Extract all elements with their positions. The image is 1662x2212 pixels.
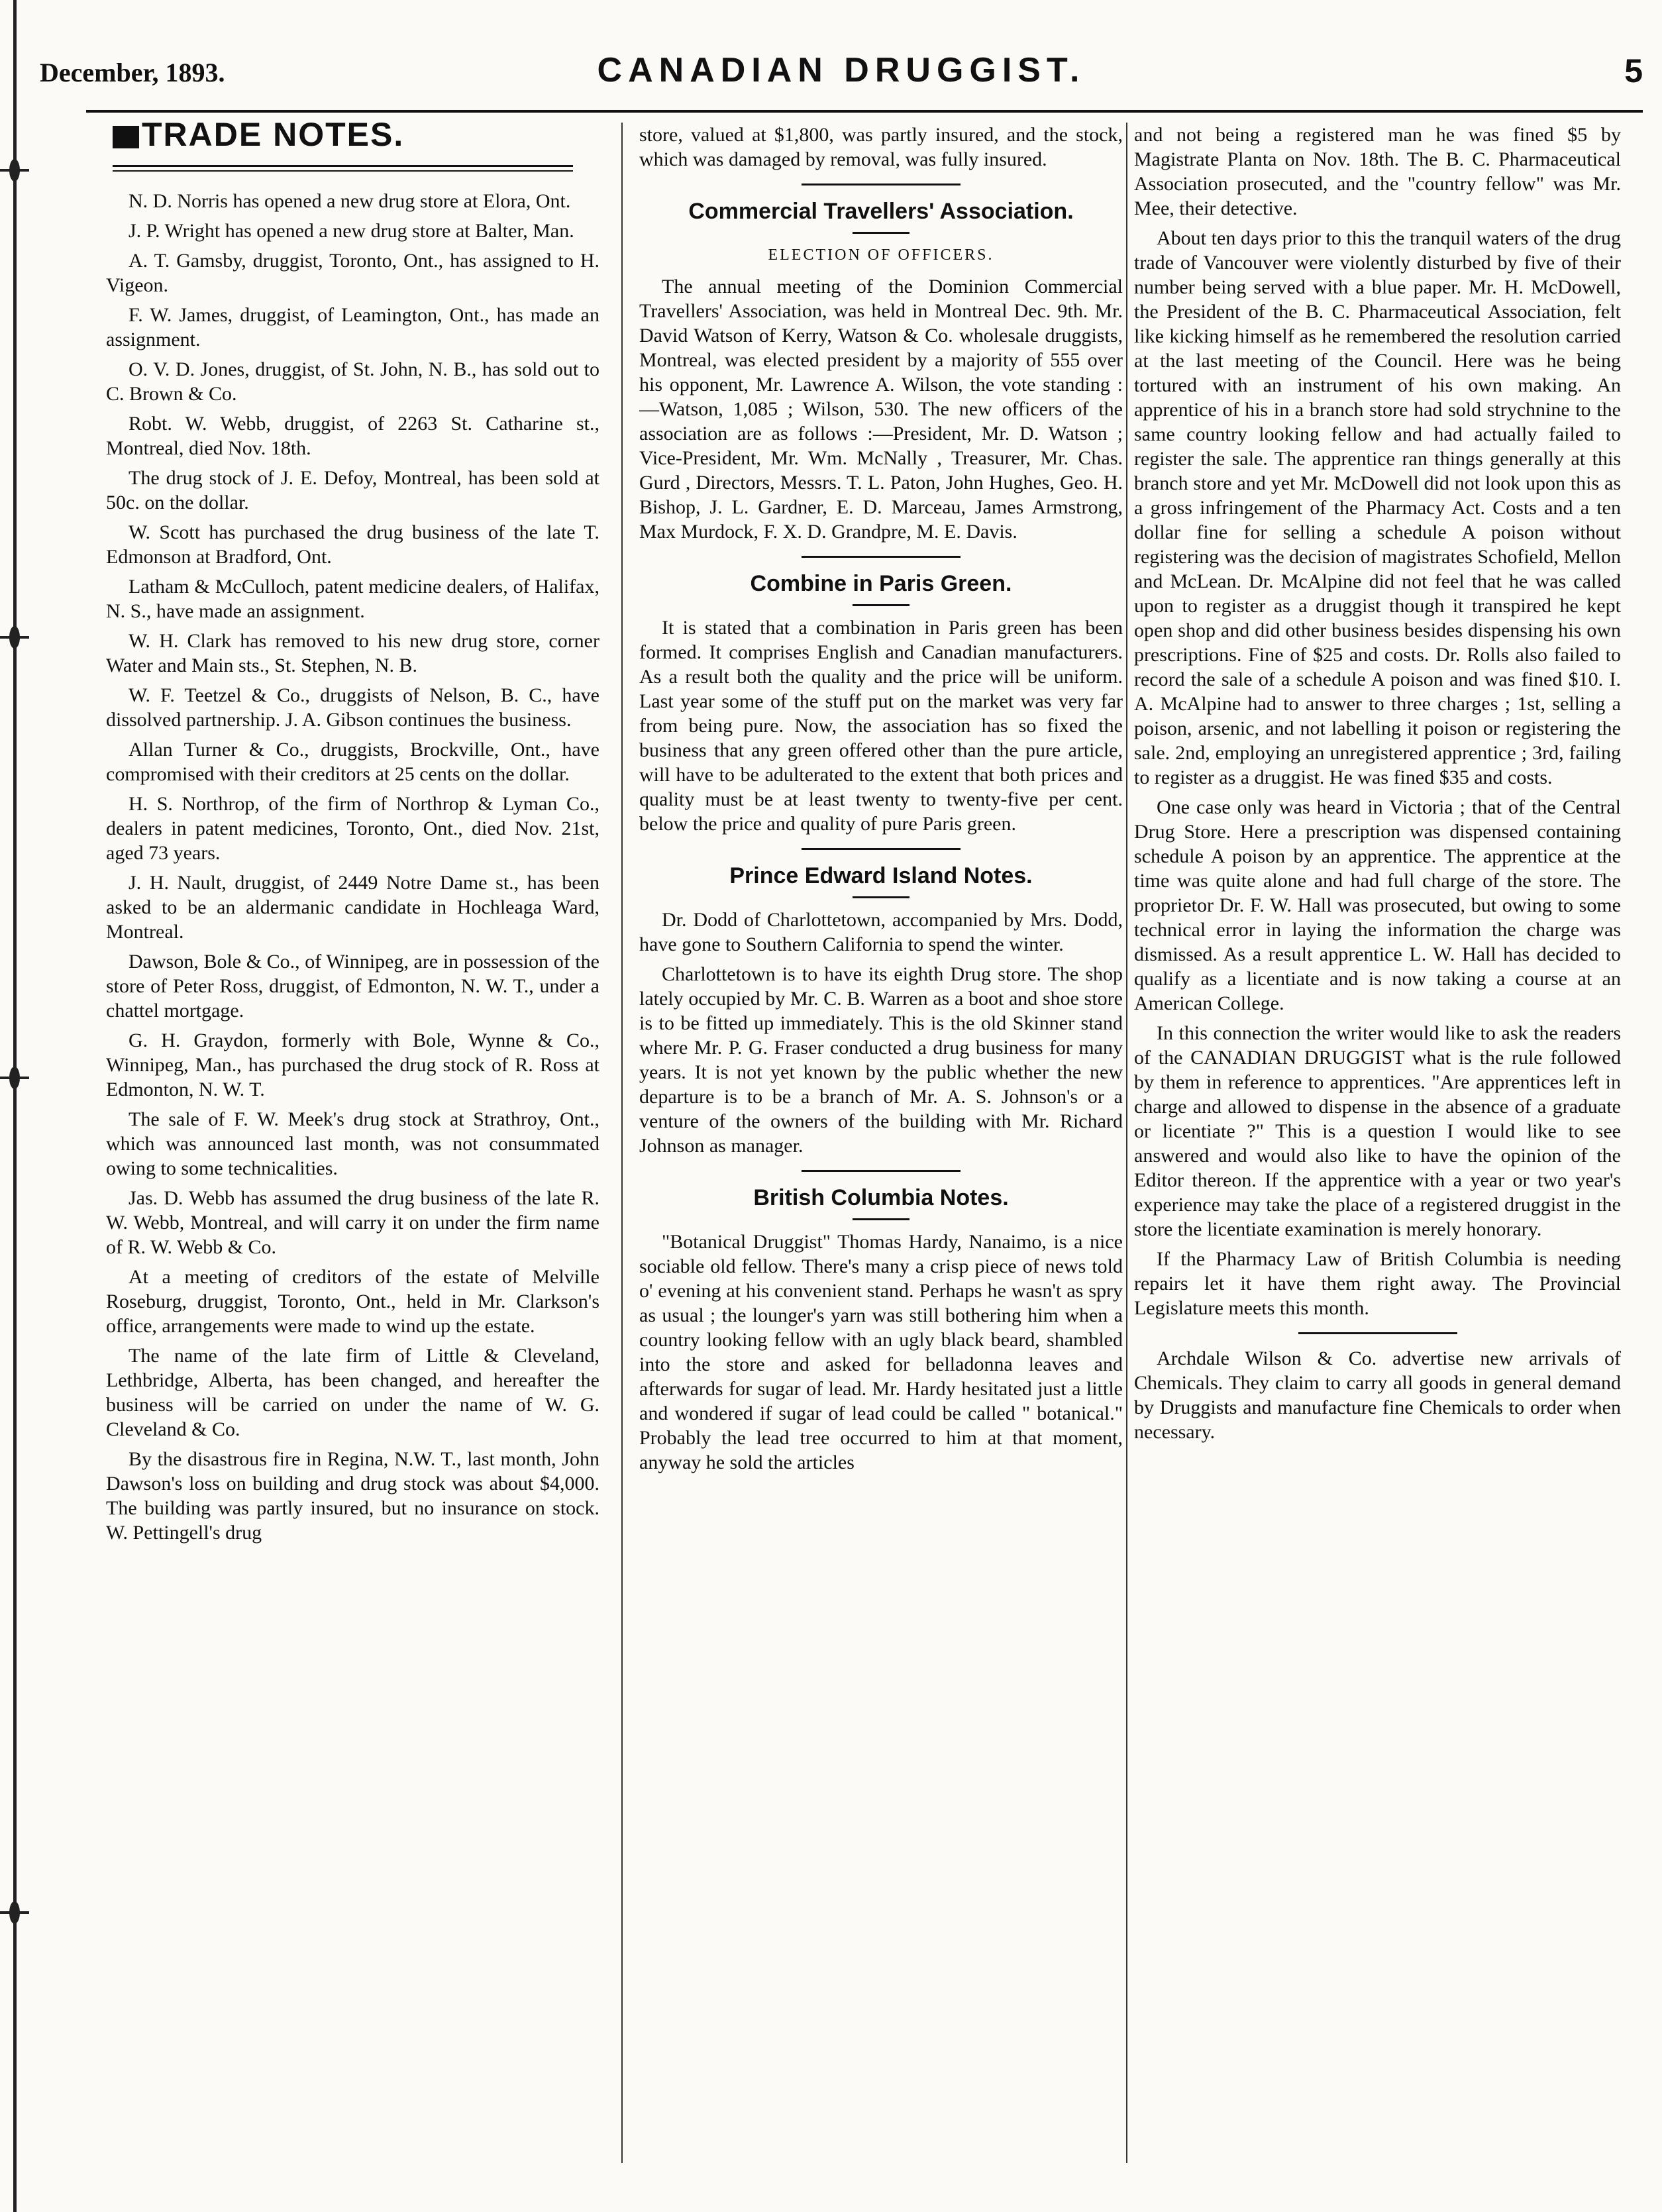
page-header bbox=[40, 38, 1643, 102]
page-number: 5 bbox=[1624, 52, 1643, 89]
article-paragraph: About ten days prior to this the tranquil waters of the drug trade of Vancouver were violently disturbed by five of their number being served with a blue paper. Mr. H. McDowell, the President of the B. C. Pharmaceutical Association, felt like kicking himself as he remembered the resolution carried at the last meeting of the Council. Here was he being tortured with an instrument of his own making. An apprentice of his in a branch store had sold strychnine to the same country looking fellow and had actually failed to register the sale. The apprentice ran things generally at this branch store and yet Mr. McDowell did not look upon this as a gross infringement of the Pharmacy Act. Costs and a ten dollar fine for selling a schedule A poison without registering was the decision of magistrates Schofield, Mellon and McLean. Dr. McAlpine did not feel that he was called upon to register as a druggist though it transpired he kept open shop and did other business besides dispensing his own prescriptions. Fine of $25 and costs. Dr. Rolls also failed to record the sale of a schedule A poison and was fined $10. I. A. McAlpine had to answer to three charges ; 1st, selling a poison, arsenic, and not labelling it poison or registering the sale. 2nd, employing an unregistered apprentice ; 3rd, failing to register as a druggist. He was fined $35 and costs. bbox=[1134, 227, 1621, 788]
section-title-paris-green: Combine in Paris Green. bbox=[750, 571, 1012, 596]
column-divider bbox=[1126, 123, 1127, 2163]
trade-note: J. H. Nault, druggist, of 2449 Notre Dame st., has been asked to be an aldermanic candidate in Hochleaga Ward, Montreal. bbox=[106, 872, 599, 943]
trade-note: O. V. D. Jones, druggist, of St. John, N. B., has sold out to C. Brown & Co. bbox=[106, 358, 599, 405]
column-2 bbox=[639, 123, 1123, 2176]
column-3 bbox=[1134, 123, 1621, 2176]
article-paragraph: If the Pharmacy Law of British Columbia is needing repairs let it have them right away. The Provincial Legislature meets this month. bbox=[1134, 1248, 1621, 1319]
issue-date: December, 1893. bbox=[40, 58, 225, 87]
trade-note: W. Scott has purchased the drug business of the late T. Edmonson at Bradford, Ont. bbox=[106, 521, 599, 568]
header-rule bbox=[86, 110, 1643, 113]
column-1 bbox=[106, 123, 599, 2176]
trade-note: The sale of F. W. Meek's drug stock at Strathroy, Ont., which was announced last month, was not consummated owing to some technicalities. bbox=[106, 1108, 599, 1179]
article-paragraph: Dr. Dodd of Charlottetown, accompanied by Mrs. Dodd, have gone to Southern California to spend the winter. bbox=[639, 909, 1123, 955]
trade-note: H. S. Northrop, of the firm of Northrop & Lyman Co., dealers in patent medicines, Toronto, Ont., died Nov. 21st, aged 73 years. bbox=[106, 793, 599, 864]
trade-note: Jas. D. Webb has assumed the drug business of the late R. W. Webb, Montreal, and will carry it on under the firm name of R. W. Webb & Co. bbox=[106, 1187, 599, 1258]
continued-paragraph: store, valued at $1,800, was partly insured, and the stock, which was damaged by removal, was fully insured. bbox=[639, 124, 1123, 170]
binding-tack bbox=[0, 633, 29, 642]
archdale-notice: Archdale Wilson & Co. advertise new arrivals of Chemicals. They claim to carry all goods in general demand by Druggists and manufacture fine Chemicals to order when necessary. bbox=[1134, 1347, 1621, 1443]
section-divider bbox=[802, 556, 961, 558]
trade-note: The drug stock of J. E. Defoy, Montreal, has been sold at 50c. on the dollar. bbox=[106, 467, 599, 513]
article-paragraph: "Botanical Druggist" Thomas Hardy, Nanaimo, is a nice sociable old fellow. There's many a crisp piece of news told o' evening at his convenient stand. Perhaps he wasn't as spry as usual ; the lounger's yarn was still bothering him when a country looking fellow with an ugly black beard, shambled into the store and asked for belladonna leaves and afterwards for sugar of lead. Mr. Hardy hesitated just a little and wondered if sugar of lead could be called " botanical." Probably the lead tree occurred to him at that moment, anyway he sold the articles bbox=[639, 1231, 1123, 1473]
section-divider bbox=[1298, 1332, 1457, 1334]
trade-note: J. P. Wright has opened a new drug store at Balter, Man. bbox=[129, 220, 574, 242]
section-title-commercial-travellers: Commercial Travellers' Association. bbox=[688, 199, 1074, 224]
trade-notes-heading: TRADE NOTES. bbox=[113, 123, 404, 148]
section-title-british-columbia: British Columbia Notes. bbox=[753, 1185, 1009, 1210]
trade-note: W. H. Clark has removed to his new drug store, corner Water and Main sts., St. Stephen, N. B. bbox=[106, 630, 599, 676]
section-subtitle: ELECTION OF OFFICERS. bbox=[768, 246, 994, 264]
trade-note: G. H. Graydon, formerly with Bole, Wynne & Co., Winnipeg, Man., has purchased the drug stock of R. Ross at Edmonton, N. W. T. bbox=[106, 1029, 599, 1100]
trade-note: At a meeting of creditors of the estate of Melville Roseburg, druggist, Toronto, Ont., held in Mr. Clarkson's office, arrangements were made to wind up the estate. bbox=[106, 1266, 599, 1337]
publication-title: CANADIAN DRUGGIST. bbox=[597, 51, 1086, 89]
trade-note: The name of the late firm of Little & Cleveland, Lethbridge, Alberta, has been changed, and hereafter the business will be carried on under the name of W. G. Cleveland & Co. bbox=[106, 1345, 599, 1440]
article-paragraph: One case only was heard in Victoria ; that of the Central Drug Store. Here a prescription was dispensed containing schedule A poison by an apprentice. The apprentice at the time was quite alone and had full charge of the store. The proprietor Dr. F. W. Hall was prosecuted, but owing to some technical error in laying the information the charge was dismissed. As a result apprentice L. W. Hall has decided to qualify as a licentiate and is now taking a course at an American College. bbox=[1134, 796, 1621, 1014]
article-paragraph: The annual meeting of the Dominion Commercial Travellers' Association, was held in Montreal Dec. 9th. Mr. David Watson of Kerry, Watson & Co. wholesale druggists, Montreal, was elected president by a majority of 555 over his opponent, Mr. Lawrence A. Wilson, the vote standing :—Watson, 1,085 ; Wilson, 530. The new officers of the association are as follows :—President, Mr. D. Watson ; Vice-President, Mr. Wm. McNally , Treasurer, Mr. Chas. Gurd , Directors, Messrs. T. L. Paton, John Hughes, Geo. H. Bishop, J. L. Gardner, E. D. Marceau, James Armstrong, Max Murdock, F. X. D. Grandpre, M. E. Davis. bbox=[639, 276, 1123, 543]
title-rule bbox=[853, 232, 909, 234]
trade-note: Dawson, Bole & Co., of Winnipeg, are in possession of the store of Peter Ross, druggist, of Edmonton, N. W. T., under a chattel mortgage. bbox=[106, 951, 599, 1022]
article-paragraph: Charlottetown is to have its eighth Drug store. The shop lately occupied by Mr. C. B. Warren as a boot and shoe store is to be fitted up immediately. This is the old Skinner stand where Mr. P. G. Fraser conducted a drug business for many years. It is not yet known by the public whether the new departure is to be a branch of Mr. A. S. Johnson's or a venture of the owners of the building with Mr. Richard Johnson as manager. bbox=[639, 963, 1123, 1157]
continued-paragraph: and not being a registered man he was fined $5 by Magistrate Planta on Nov. 18th. The B. C. Pharmaceutical Association prosecuted, and the "country fellow" was Mr. Mee, their detective. bbox=[1134, 124, 1621, 219]
title-rule bbox=[853, 1218, 909, 1220]
column-divider bbox=[621, 123, 623, 2163]
trade-note: W. F. Teetzel & Co., druggists of Nelson, B. C., have dissolved partnership. J. A. Gibson continues the business. bbox=[106, 684, 599, 731]
trade-note: Robt. W. Webb, druggist, of 2263 St. Catharine st., Montreal, died Nov. 18th. bbox=[106, 413, 599, 459]
title-rule bbox=[853, 896, 909, 898]
section-title-pei: Prince Edward Island Notes. bbox=[729, 863, 1033, 888]
trade-note: By the disastrous fire in Regina, N.W. T., last month, John Dawson's loss on building and drug stock was about $4,000. The building was partly insured, but no insurance on stock. W. Pettingell's drug bbox=[106, 1448, 599, 1544]
trade-notes-heading-block bbox=[106, 123, 599, 180]
heading-ornament bbox=[113, 126, 139, 148]
trade-note: F. W. James, druggist, of Leamington, Ont., has made an assignment. bbox=[106, 304, 599, 350]
heading-rule bbox=[113, 165, 573, 167]
binding-tack bbox=[0, 1908, 29, 1917]
section-divider bbox=[802, 848, 961, 850]
trade-note: A. T. Gamsby, druggist, Toronto, Ont., has assigned to H. Vigeon. bbox=[106, 250, 599, 296]
trade-note: N. D. Norris has opened a new drug store at Elora, Ont. bbox=[129, 190, 571, 212]
section-divider bbox=[802, 184, 961, 185]
article-paragraph: In this connection the writer would like to ask the readers of the CANADIAN DRUGGIST what is the rule followed by them in reference to apprentices. "Are apprentices left in charge and allowed to dispense in the absence of a graduate or licentiate ?" This is a question I would like to see answered and would also like to have the opinion of the Editor thereon. If the apprentice with a year or two year's experience may take the place of a registered druggist in the store the licentiate examination is merely honorary. bbox=[1134, 1022, 1621, 1240]
binding-tack bbox=[0, 1073, 29, 1082]
title-rule bbox=[853, 604, 909, 606]
heading-rule bbox=[113, 170, 573, 172]
binding-edge bbox=[13, 0, 17, 2212]
article-paragraph: It is stated that a combination in Paris green has been formed. It comprises English and Canadian manufacturers. As a result both the quality and the price will be uniform. Last year some of the stuff put on the market was very far from being pure. Now, the association has so fixed the business that any green offered other than the pure article, will have to be adulterated to the extent that both prices and quality must be at least twenty to twenty-five per cent. below the price and quality of pure Paris green. bbox=[639, 617, 1123, 835]
section-divider bbox=[802, 1170, 961, 1172]
trade-note: Latham & McCulloch, patent medicine dealers, of Halifax, N. S., have made an assignment. bbox=[106, 576, 599, 622]
binding-tack bbox=[0, 166, 29, 175]
trade-note: Allan Turner & Co., druggists, Brockville, Ont., have compromised with their creditors at 25 cents on the dollar. bbox=[106, 739, 599, 785]
